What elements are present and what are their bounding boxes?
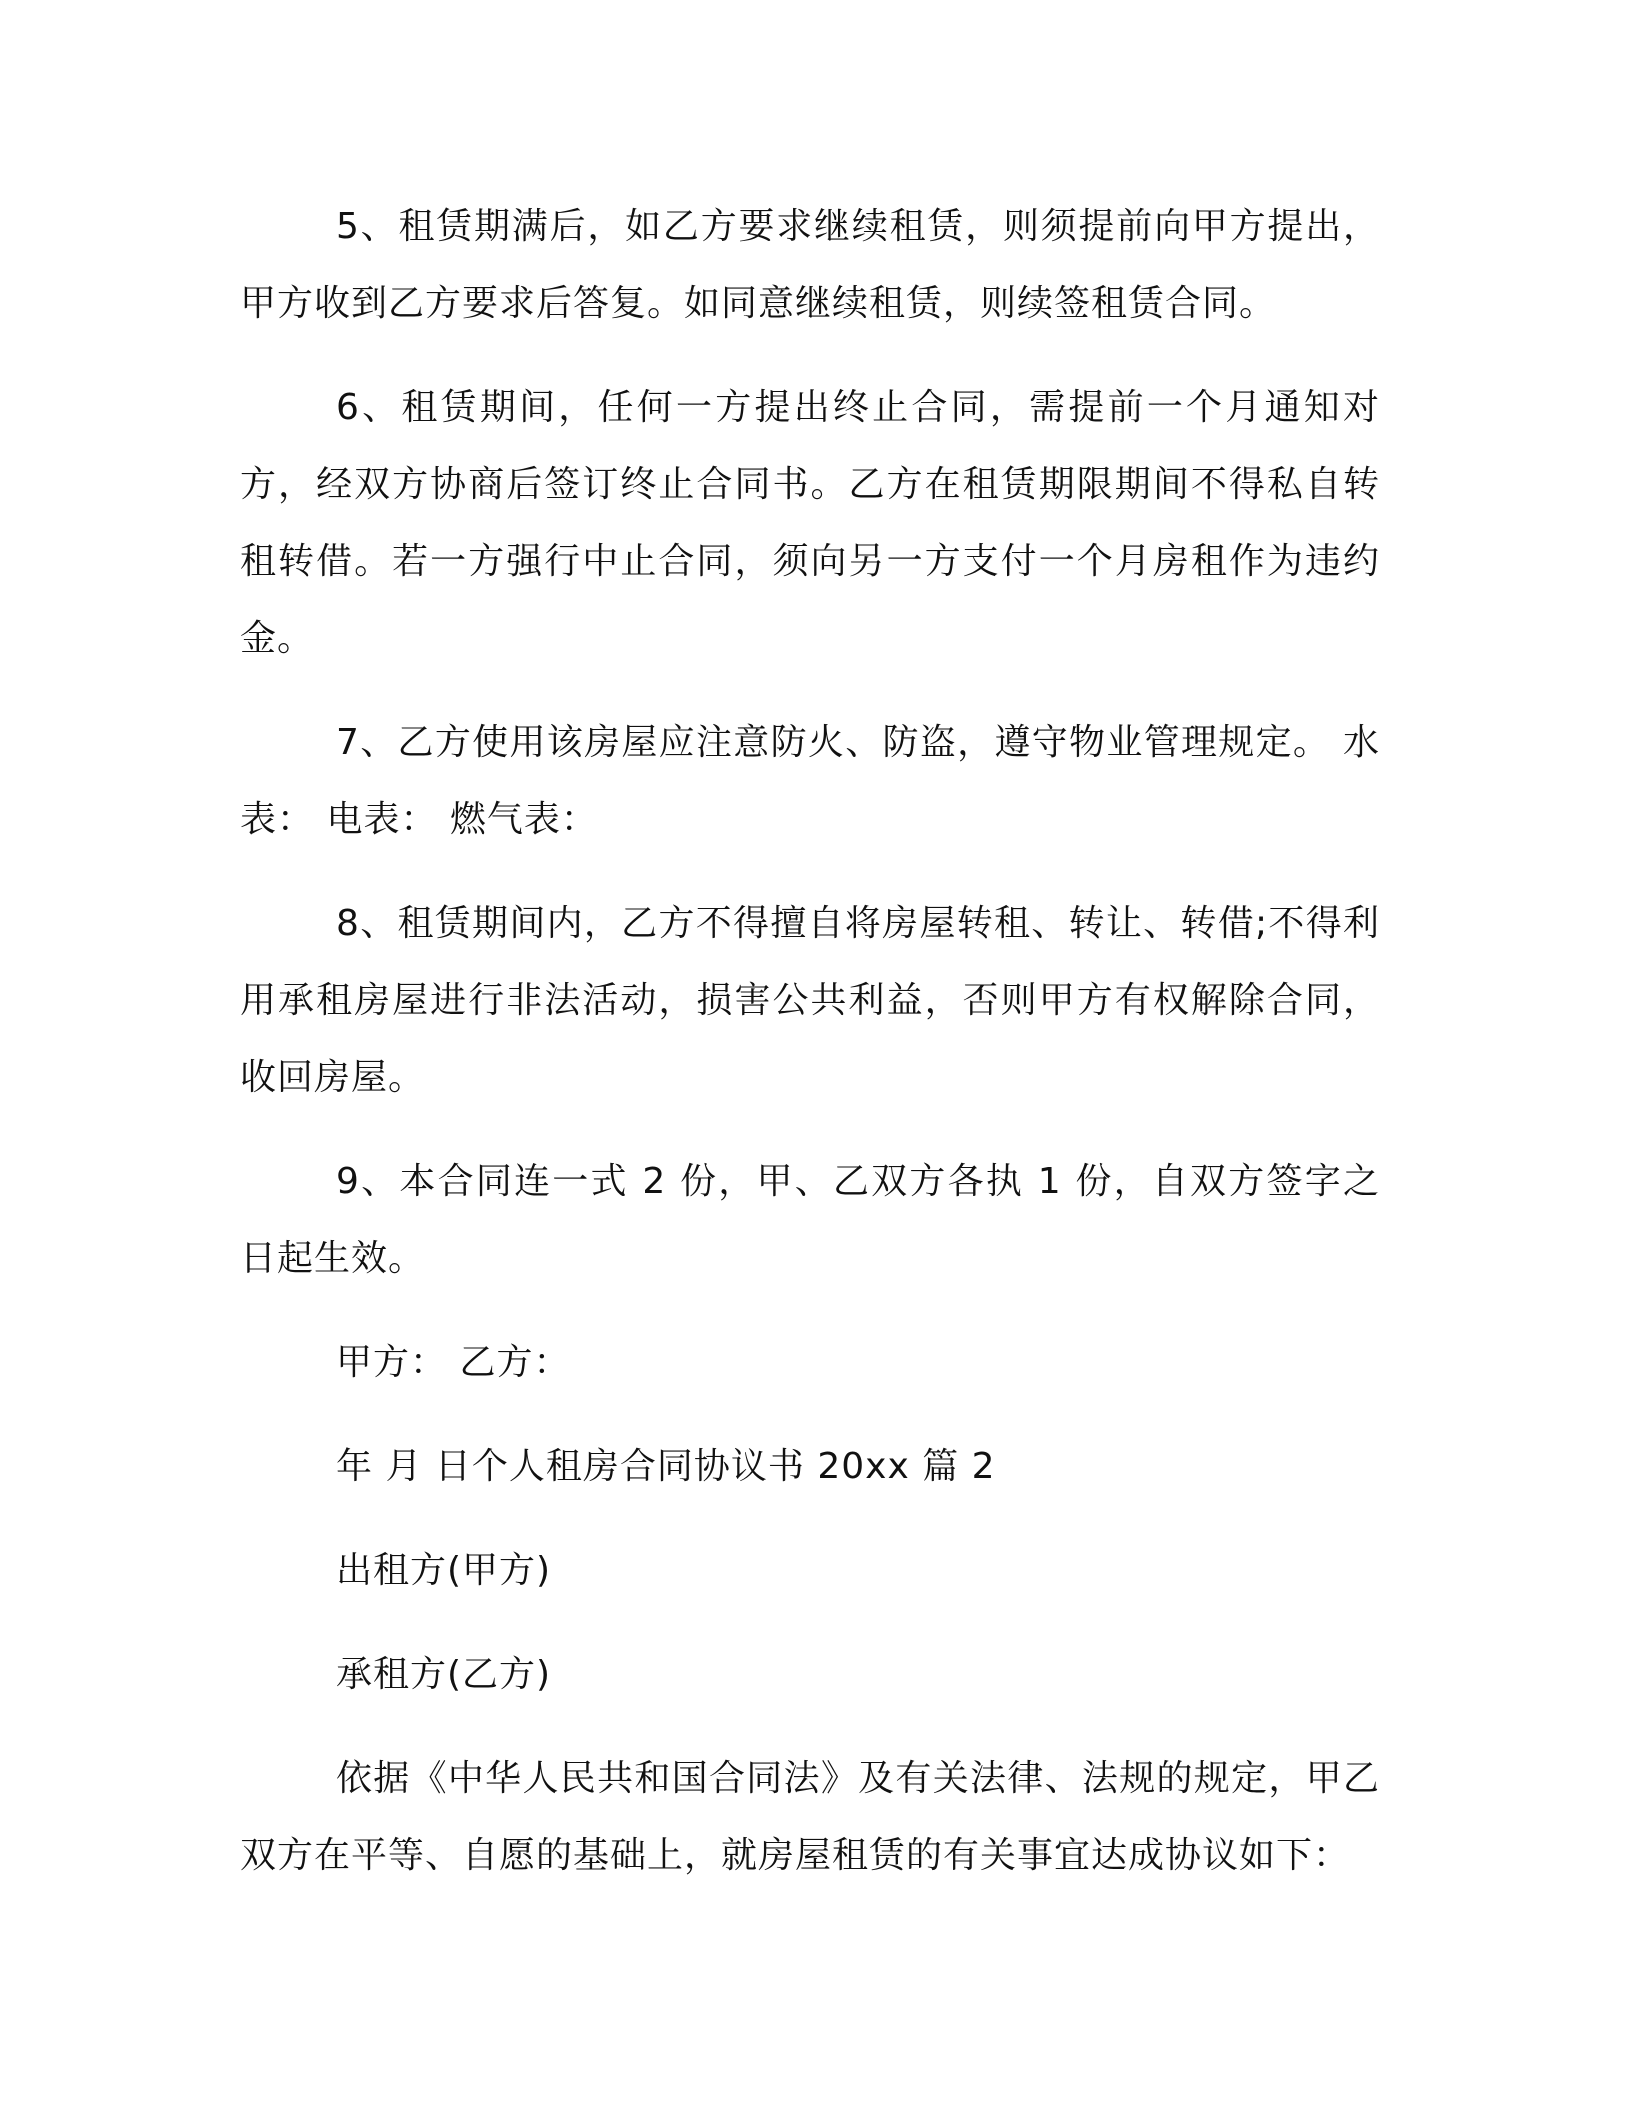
clause-8: 8、租赁期间内，乙方不得擅自将房屋转租、转让、转借;不得利用承租房屋进行非法活动，损害公共利益，否则甲方有权解除合同，收回房屋。 bbox=[240, 903, 1380, 1098]
signature-line: 甲方： 乙方： bbox=[336, 1342, 571, 1383]
lessee-label: 承租方(乙方) bbox=[336, 1654, 552, 1695]
contract-2-preamble: 依据《中华人民共和国合同法》及有关法律、法规的规定，甲乙双方在平等、自愿的基础上，就房屋租赁的有关事宜达成协议如下： bbox=[240, 1758, 1380, 1876]
document-body bbox=[240, 188, 1380, 1921]
clause-7: 7、乙方使用该房屋应注意防火、防盗，遵守物业管理规定。 水表： 电表： 燃气表： bbox=[240, 722, 1380, 840]
lessor-label: 出租方(甲方) bbox=[336, 1550, 552, 1591]
contract-2-heading: 年 月 日个人租房合同协议书 20xx 篇 2 bbox=[336, 1446, 996, 1487]
clause-6: 6、租赁期间，任何一方提出终止合同，需提前一个月通知对方，经双方协商后签订终止合同书。乙方在租赁期限期间不得私自转租转借。若一方强行中止合同，须向另一方支付一个月房租作为违约金。 bbox=[240, 387, 1380, 659]
clause-9: 9、本合同连一式 2 份，甲、乙双方各执 1 份，自双方签字之日起生效。 bbox=[240, 1161, 1380, 1279]
clause-5: 5、租赁期满后，如乙方要求继续租赁，则须提前向甲方提出，甲方收到乙方要求后答复。如同意继续租赁，则续签租赁合同。 bbox=[240, 206, 1380, 324]
